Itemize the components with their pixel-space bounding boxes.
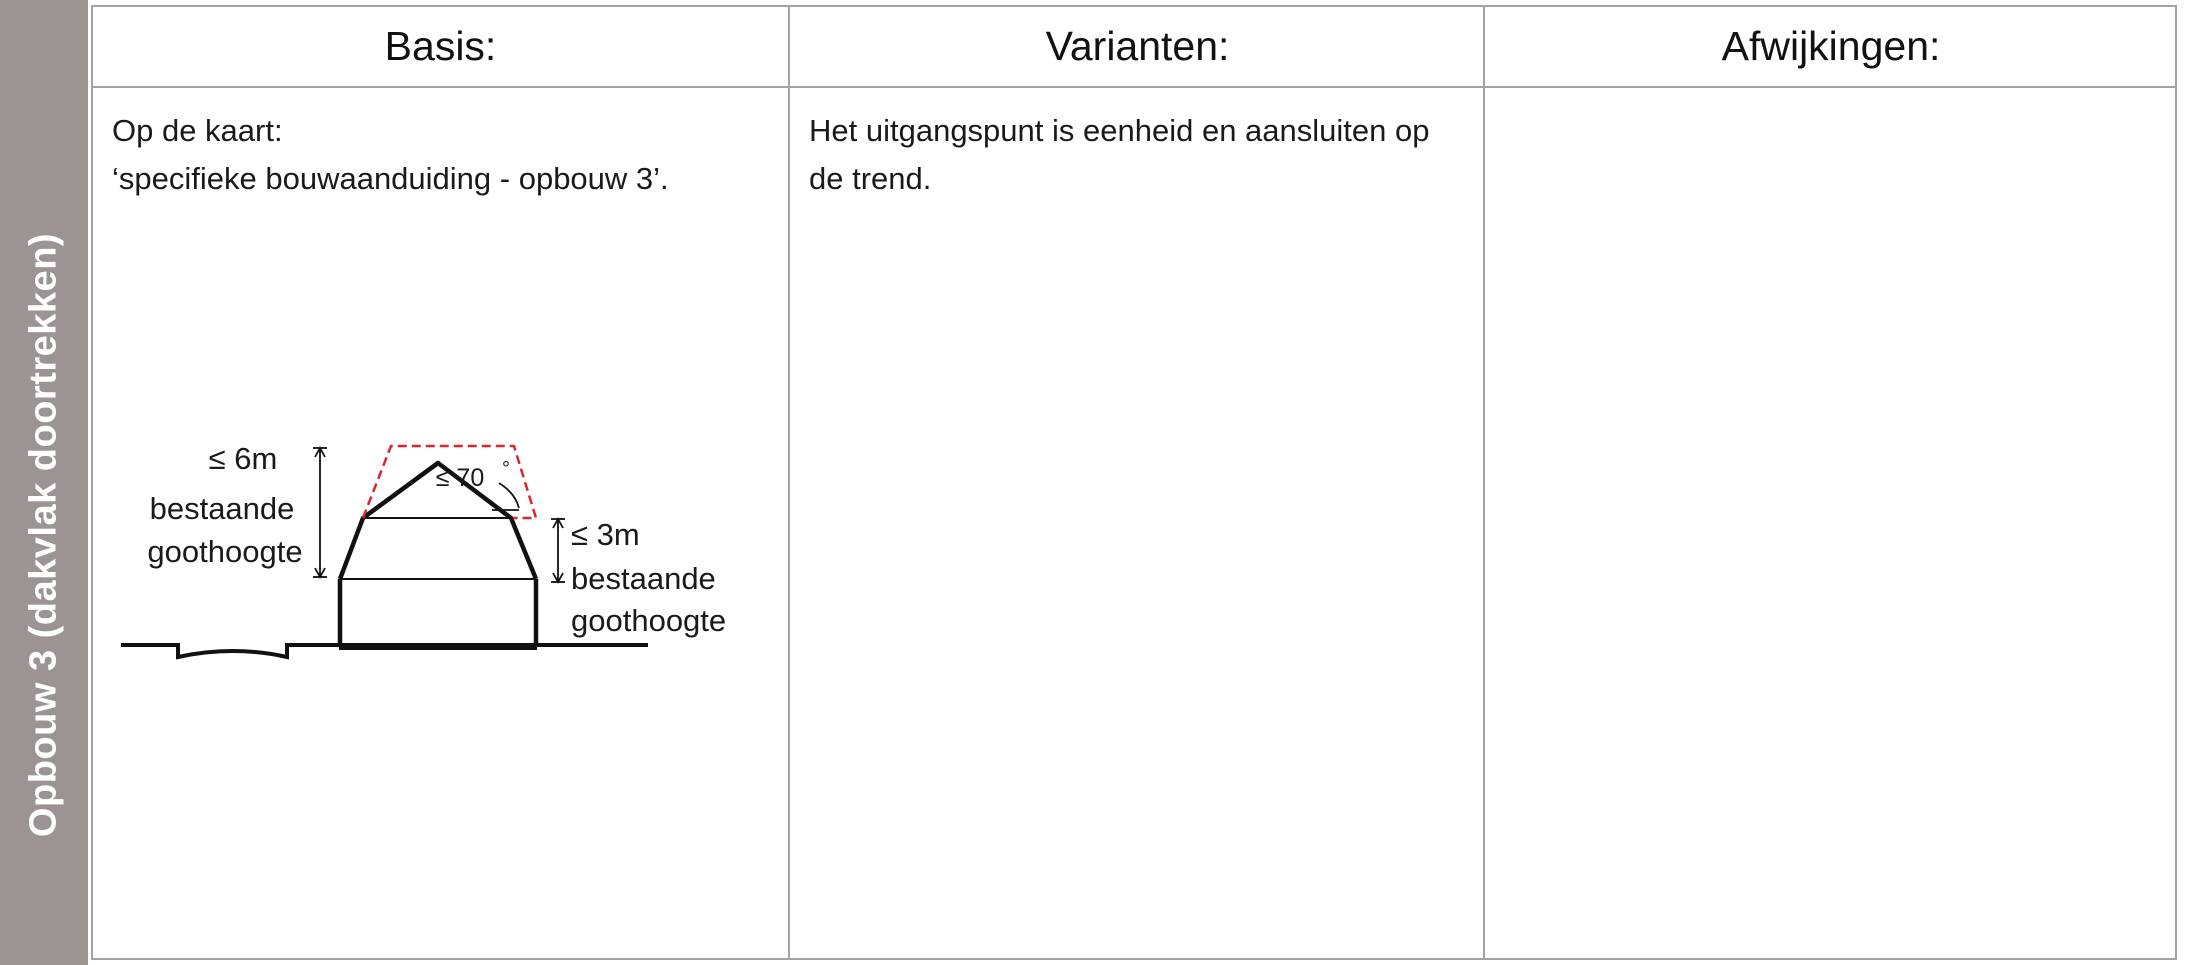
- sidebar-title: Opbouw 3 (dakvlak doortrekken): [22, 232, 65, 838]
- column-varianten: [788, 7, 1485, 958]
- label-left-goothoogte: goothoogte: [147, 534, 303, 569]
- column-header-basis: Basis:: [93, 7, 788, 88]
- varianten-text: Het uitgangspunt is eenheid en aansluiten op de trend.: [809, 113, 1430, 196]
- label-right-bestaande: bestaande: [571, 561, 716, 596]
- roof-section-diagram: [93, 7, 788, 962]
- column-basis: [93, 7, 788, 958]
- basis-line-2: ‘specifieke bouwaanduiding - opbouw 3’.: [112, 161, 669, 196]
- basis-line-1: Op de kaart:: [112, 113, 283, 148]
- column-header-afwijkingen: Afwijkingen:: [1485, 7, 2177, 88]
- label-right-limit: ≤ 3m: [571, 517, 640, 552]
- angle-arc: [499, 483, 519, 508]
- sidebar: [0, 0, 88, 965]
- label-left-limit: ≤ 6m: [208, 441, 278, 476]
- rules-table: [91, 5, 2177, 960]
- label-angle-degree: °: [502, 458, 510, 480]
- label-left-bestaande: bestaande: [149, 491, 295, 526]
- column-afwijkingen: [1483, 7, 2177, 958]
- column-header-varianten: Varianten:: [790, 7, 1485, 88]
- label-right-goothoogte: goothoogte: [571, 603, 727, 638]
- label-angle: ≤ 70: [435, 464, 485, 492]
